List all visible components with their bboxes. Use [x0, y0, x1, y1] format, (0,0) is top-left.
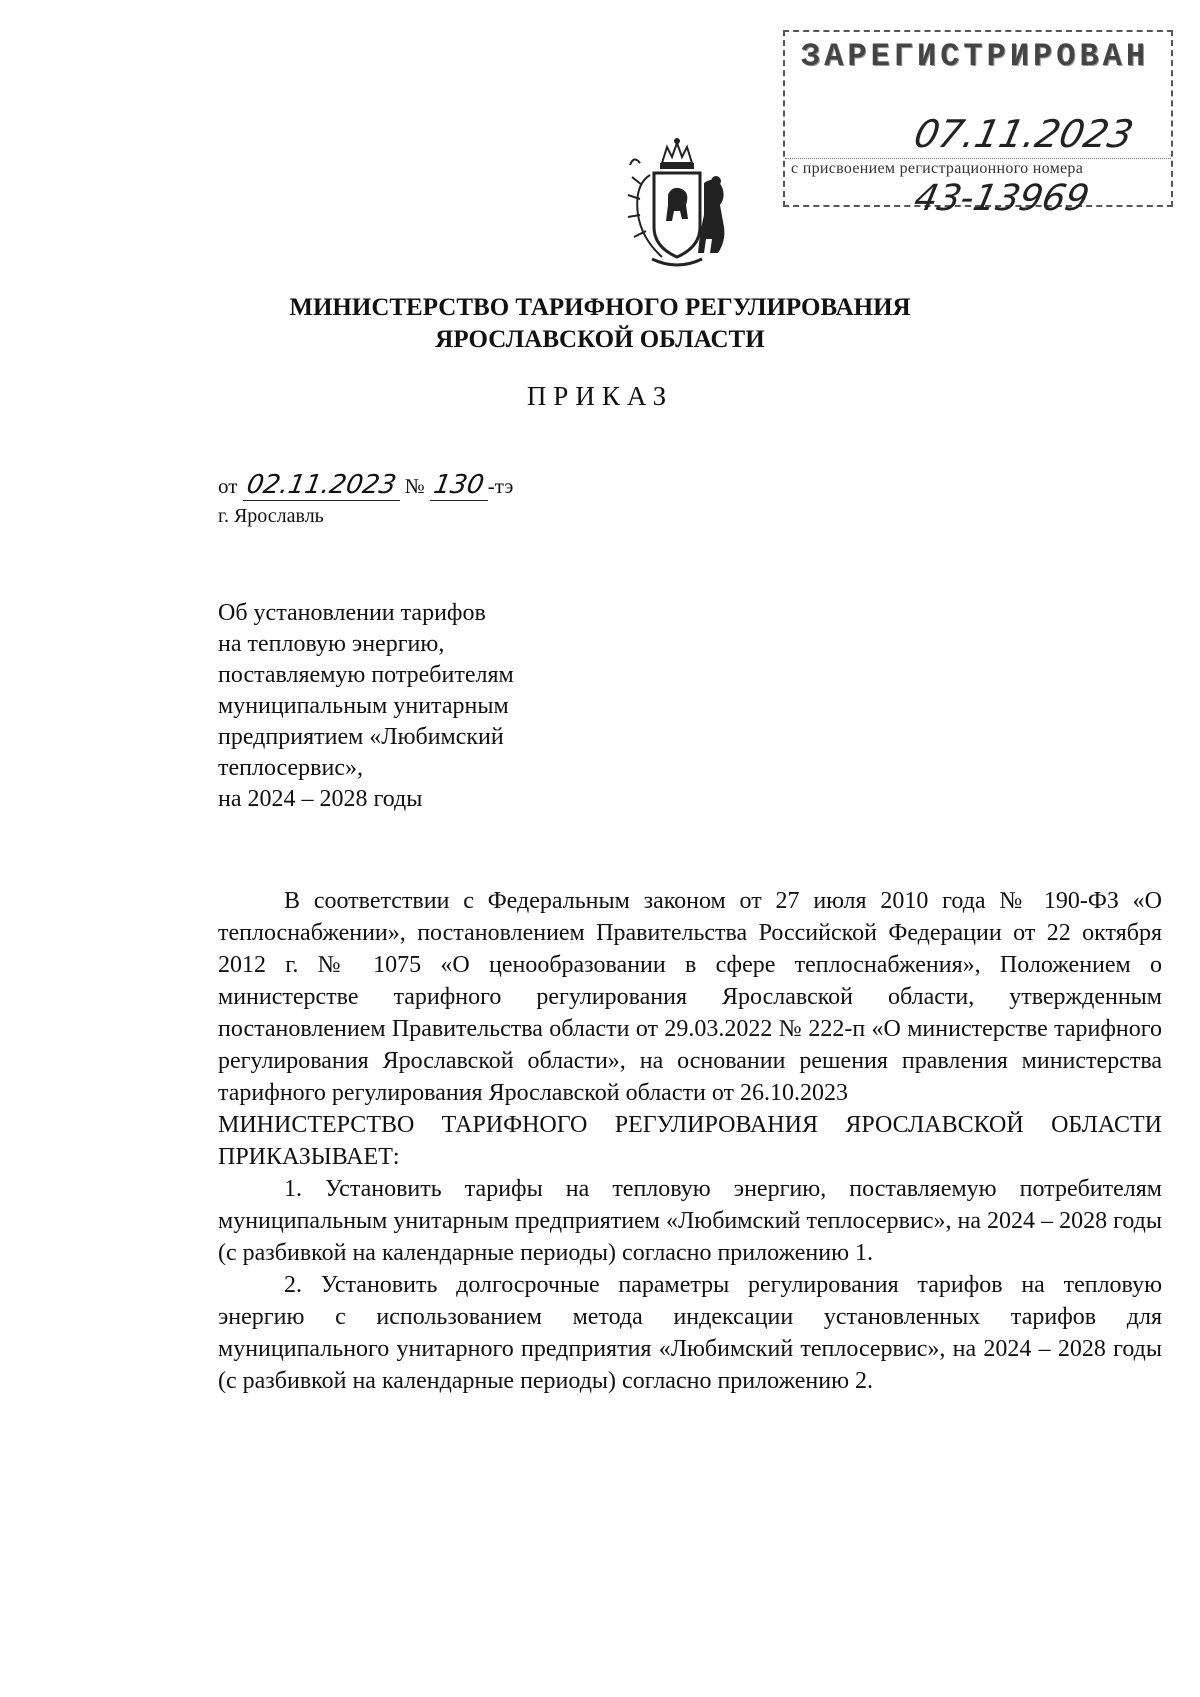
subject-line: на тепловую энергию,	[218, 631, 445, 657]
ministry-name	[0, 292, 1200, 356]
order-date-blank	[243, 470, 400, 501]
registration-stamp	[783, 30, 1173, 219]
stamp-registration-number: 43-13969	[910, 178, 1093, 219]
order-item-2: 2. Установить долгосрочные параметры регулирования тарифов на тепловую энергию с использованием метода индексации установленных тарифов для муниципального унитарного предприятия «Любимский теплосервис», на 2024 – 2028 годы (с разбивкой на календарные периоды) согласно приложению 2.	[218, 1272, 1162, 1394]
ministry-name-line1: МИНИСТЕРСТВО ТАРИФНОГО РЕГУЛИРОВАНИЯ	[289, 294, 911, 321]
order-subject	[218, 598, 514, 815]
preamble-paragraph: В соответствии с Федеральным законом от 27 июля 2010 года № 190-ФЗ «О теплоснабжении», постановлением Правительства Российской Федерации от 22 октября 2012 г. № 1075 «О ценообразовании в сфере теплоснабжения», Положением о министерстве тарифного регулирования Ярославской области, утвержденным постановлением Правительства области от 29.03.2022 № 222-п «О министерстве тарифного регулирования Ярославской области», на основании решения правления министерства тарифного регулирования Ярославской области от 26.10.2023	[218, 888, 1162, 1106]
order-date: 02.11.2023	[244, 470, 399, 500]
stamp-date: 07.11.2023	[910, 112, 1138, 156]
subject-line: муниципальным унитарным	[218, 693, 509, 719]
stamp-divider	[785, 158, 1171, 159]
order-date-number	[218, 470, 513, 501]
subject-line: поставляемую потребителям	[218, 662, 514, 688]
ministry-name-line2: ЯРОСЛАВСКОЙ ОБЛАСТИ	[435, 326, 765, 353]
stamp-title: ЗАРЕГИСТРИРОВАН	[801, 38, 1150, 75]
stamp-caption: с присвоением регистрационного номера	[791, 160, 1084, 177]
subject-line: Об установлении тарифов	[218, 600, 486, 626]
order-item-1: 1. Установить тарифы на тепловую энергию, поставляемую потребителям муниципальным унитарным предприятием «Любимский теплосервис», на 2024 – 2028 годы (с разбивкой на календарные периоды) согласно приложению 1.	[218, 1176, 1162, 1266]
subject-line: предприятием «Любимский	[218, 724, 504, 750]
order-number: 130	[431, 470, 487, 500]
from-label: от	[218, 474, 238, 498]
subject-line: на 2024 – 2028 годы	[218, 786, 423, 812]
number-label: №	[404, 474, 425, 498]
order-body	[218, 885, 1162, 1397]
order-directive: МИНИСТЕРСТВО ТАРИФНОГО РЕГУЛИРОВАНИЯ ЯРОСЛАВСКОЙ ОБЛАСТИ ПРИКАЗЫВАЕТ:	[218, 1112, 1162, 1170]
coat-of-arms-icon	[612, 135, 742, 275]
order-number-suffix: -тэ	[487, 474, 514, 498]
subject-line: теплосервис»,	[218, 755, 363, 781]
order-title: ПРИКАЗ	[526, 381, 674, 411]
city: г. Ярославль	[218, 505, 324, 527]
order-number-blank	[430, 470, 488, 501]
